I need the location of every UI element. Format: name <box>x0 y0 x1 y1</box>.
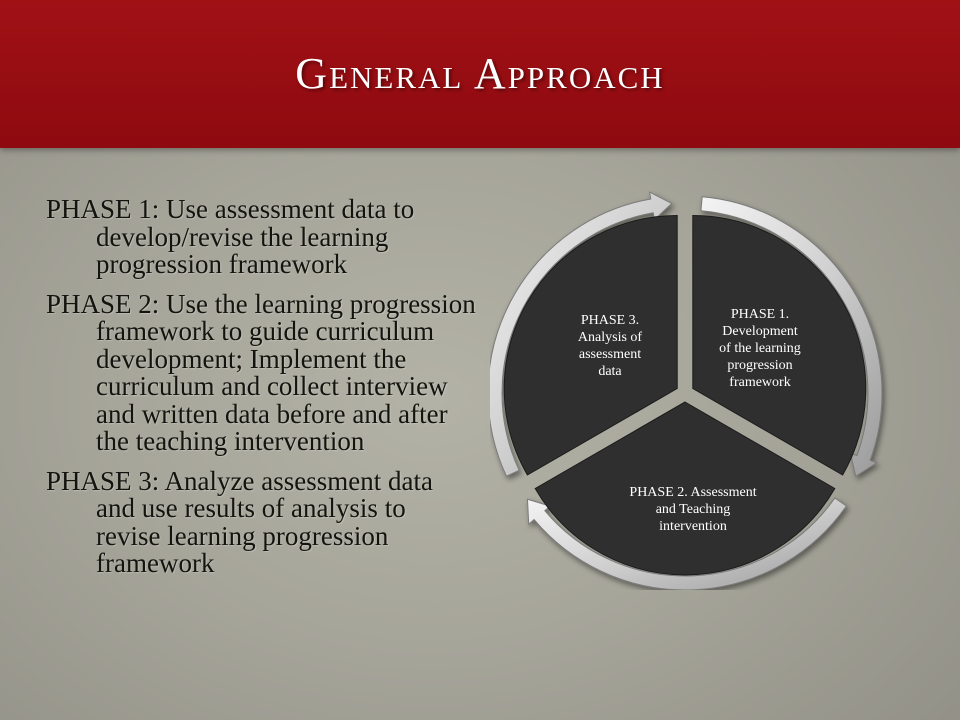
cycle-diagram <box>490 190 910 590</box>
phase-2-label-line: intervention <box>659 519 727 534</box>
phase-1-label <box>719 307 801 390</box>
phase-1-label-line: progression <box>727 358 793 373</box>
phase-1-label-line: framework <box>729 375 791 390</box>
phase-3-text: PHASE 3: Analyze assessment data and use results of analysis to revise learning progression framework <box>46 465 433 578</box>
phase-3-label-line: data <box>598 364 622 379</box>
phase-2-text: PHASE 2: Use the learning progression framework to guide curriculum development; Implement the curriculum and collect interview and written data before and after the teaching intervention <box>46 288 476 456</box>
phase-1-label-line: PHASE 1. <box>730 307 790 322</box>
phase-1-text: PHASE 1: Use assessment data to develop/revise the learning progression framework <box>46 194 415 279</box>
phase-1-label-line: of the learning <box>719 341 801 356</box>
phase-2-label-line: and Teaching <box>655 502 731 517</box>
slide-title: General Approach <box>295 49 665 98</box>
phase-2-label-line: PHASE 2. Assessment <box>629 485 757 500</box>
title-banner <box>0 0 960 148</box>
phase-3-label-line: PHASE 3. <box>580 313 640 328</box>
phase-3-label-line: assessment <box>578 347 642 362</box>
phase-1-label-line: Development <box>722 324 798 339</box>
phase-list <box>46 196 476 590</box>
phase-3-label-line: Analysis of <box>577 330 643 345</box>
